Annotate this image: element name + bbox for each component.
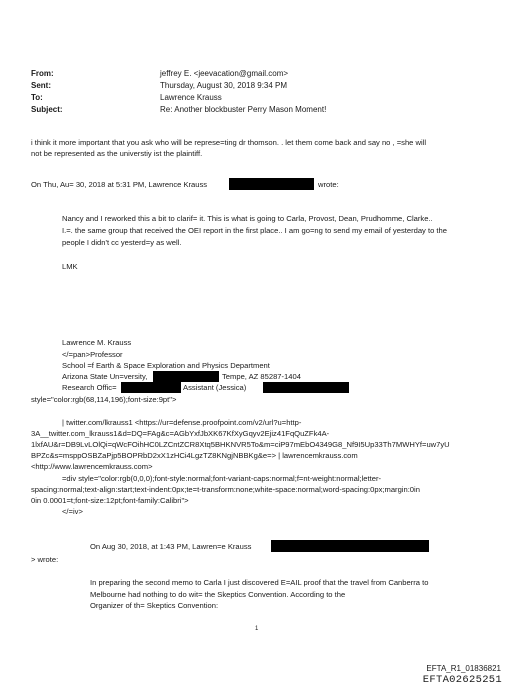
signature-style: style="color:rgb(68,114,196);font-size:9pt"> (31, 395, 177, 404)
style-line-3: 0in 0.0001=t;font-size:12pt;font-family:Calibri"> (31, 496, 189, 505)
style-line-2: spacing:normal;text-align:start;text-indent:0px;te=t-transform:none;white-space:normal;word-spacing:0px;margin:0in (31, 485, 420, 494)
bates-id-2: EFTA02625251 (422, 674, 502, 686)
signature-name: Lawrence M. Krauss (62, 338, 132, 347)
reply-line-1: i think it more important that you ask who will be represe=ting dr thomson. . let them come back and say no , =she will (31, 138, 427, 147)
redaction-bar (121, 382, 181, 393)
subject-label: Subject: (31, 105, 63, 114)
quoted-line-3: people I didn't cc yesterd=y as well. (62, 238, 182, 247)
quote-header-1-wrote: wrote: (318, 180, 339, 189)
twitter-line-5: <http://www.lawrencemkrauss.com> (31, 462, 153, 471)
signature-office: Research Offic= (62, 383, 117, 392)
from-label: From: (31, 69, 54, 78)
redaction-bar (271, 540, 429, 552)
sent-value: Thursday, August 30, 2018 9:34 PM (160, 81, 288, 90)
from-value: jeffrey E. <jeevacation@gmail.com> (160, 69, 289, 78)
twitter-line-4: BPZc&s=msppOSBZaPjp5BOPRbD2xX1zHCi4LgzTZ8KNgjNBBKg&e=> | lawrencemkrauss.com (31, 451, 358, 460)
reply-line-2: not be represented as the universtiy ist the plaintiff. (31, 149, 203, 158)
style-line-1: =div style="color:rgb(0,0,0);font-style:normal;font-variant-caps:normal;f=nt-weight:normal;letter- (62, 474, 382, 483)
signature-assistant: Assistant (Jessica) (183, 383, 247, 392)
twitter-line-1: | twitter.com/lkrauss1 <https://ur=defense.proofpoint.com/v2/url?u=http- (62, 418, 302, 427)
redaction-bar (153, 371, 219, 382)
to-label: To: (31, 93, 43, 102)
quoted-line-1: Nancy and I reworked this a bit to clarif= it. This is what is going to Carla, Provost, Dean, Prudhomme, Clarke.. (62, 214, 433, 223)
to-value: Lawrence Krauss (160, 93, 222, 102)
twitter-line-2: 3A__twitter.com_lkrauss1&d=DQ=FAg&c=AGbYxfJbXK67KfXyGqyv2Ejiz41FqQuZFk4A- (31, 429, 330, 438)
lmk-text: LMK (62, 262, 78, 271)
quoted-line-4: In preparing the second memo to Carla I just discovered E=AIL proof that the travel from Canberra to (90, 578, 429, 587)
twitter-line-3: 1lxfAU&r=DB9LvLOlQi=qWcFOihHC0LZCntZCR8Xtq5BHKNVR5To&m=ciP97mEbO4349G8_Nf9I5Up33Th7MWHYf=uw7yU (31, 440, 450, 449)
quoted-line-6: Organizer of th= Skeptics Convention: (90, 601, 219, 610)
quote-header-2: On Aug 30, 2018, at 1:43 PM, Lawren=e Krauss (90, 542, 252, 551)
quoted-line-2: I.=. the same group that received the OEI report in the first place.. I am go=ng to send my email of yesterday to the (62, 226, 447, 235)
bates-id-1: EFTA_R1_01836821 (426, 664, 501, 673)
redaction-bar (263, 382, 349, 393)
page-number: 1 (255, 626, 259, 632)
sent-label: Sent: (31, 81, 51, 90)
quoted-line-5: Melbourne had nothing to do wit= the Skeptics Convention. According to the (90, 590, 346, 599)
quote-header-2-wrote: > wrote: (31, 555, 59, 564)
subject-value: Re: Another blockbuster Perry Mason Moment! (160, 105, 327, 114)
signature-school: School =f Earth & Space Exploration and Physics Department (62, 361, 270, 370)
signature-address: Tempe, AZ 85287-1404 (222, 372, 301, 381)
quote-header-1: On Thu, Au= 30, 2018 at 5:31 PM, Lawrence Krauss (31, 180, 208, 189)
redaction-bar (229, 178, 314, 190)
signature-university: Arizona State Un=versity, (62, 372, 148, 381)
style-line-4: </=iv> (62, 507, 83, 516)
signature-title: </=pan>Professor (62, 350, 123, 359)
